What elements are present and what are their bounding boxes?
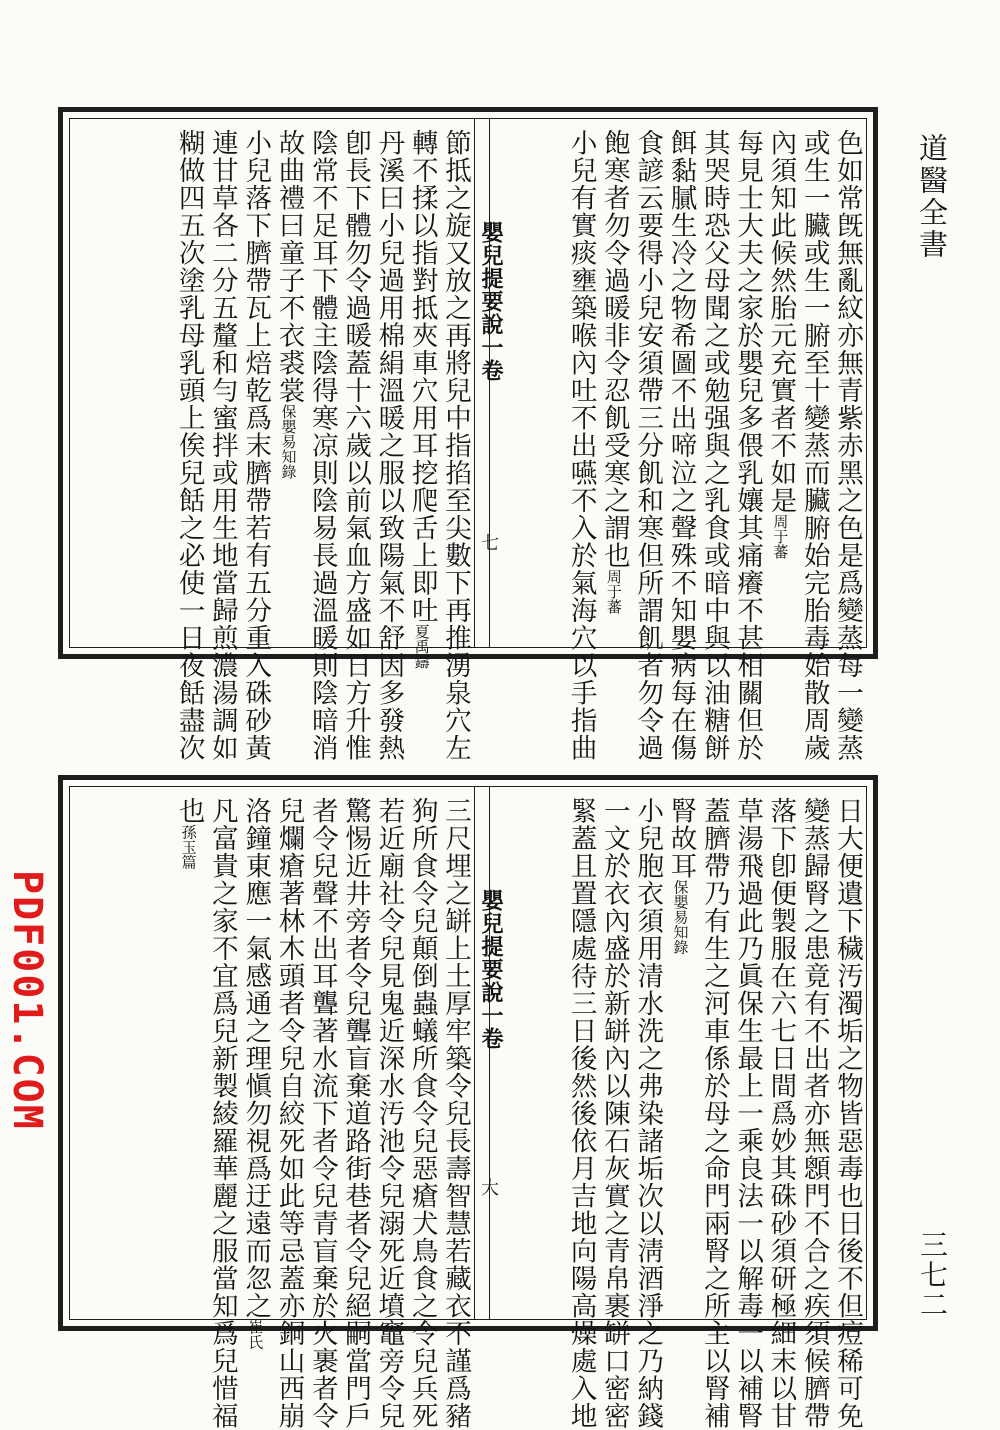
center-heading: 嬰兒提要說一卷 xyxy=(478,221,504,382)
column-text: 小兒胞衣須用清水洗之弗染諸垢次以淸酒淨之乃納錢 xyxy=(632,797,664,1430)
center-fold xyxy=(474,119,504,647)
source-citation: 周于蕃 xyxy=(604,569,623,614)
text-column xyxy=(239,787,272,1350)
text-column xyxy=(764,787,797,1430)
text-column xyxy=(172,119,205,762)
column-text: 也 xyxy=(173,797,205,825)
column-text: 丹溪曰小兒過用棉絹溫暖之服以致陽氣不舒因多發熱 xyxy=(373,129,405,762)
column-text: 內須知此候然胎元充實者不如是 xyxy=(765,129,797,514)
column-text: 其哭時恐父母聞之或勉强與之乳食或暗中與以油糖餅 xyxy=(698,129,730,762)
page-number: 三七二 xyxy=(916,1230,949,1320)
left-column-group xyxy=(72,119,472,762)
column-text: 飽寒者勿令過暖非令忍飢受寒之謂也 xyxy=(598,129,630,569)
center-heading: 嬰兒提要說一卷 xyxy=(478,889,504,1050)
text-column xyxy=(831,119,864,762)
column-text: 陰常不足耳下體主陰得寒凉則陰易長過溫暖則陰暗消 xyxy=(306,129,338,762)
column-text: 落下卽便製服在六七日間爲妙其硃砂須研極細末以甘 xyxy=(765,797,797,1430)
text-column xyxy=(306,787,339,1430)
book-title: 道醫全書 xyxy=(915,133,949,261)
source-citation: 孫玉篇 xyxy=(179,824,198,870)
right-column-group xyxy=(464,787,864,1430)
text-column xyxy=(372,787,405,1430)
column-text: 或生一臟或生一腑至十變蒸而臟腑始完胎毒始散周歲 xyxy=(798,129,830,762)
text-block-lower xyxy=(58,775,878,1430)
text-column xyxy=(831,787,864,1430)
text-column xyxy=(698,787,731,1430)
inner-frame xyxy=(69,118,867,762)
column-text: 小兒落下臍帶瓦上焙乾爲末臍帶若有五分重入硃砂黃 xyxy=(240,129,272,762)
text-column xyxy=(797,119,830,762)
column-text: 連甘草各二分五釐和勻蜜拌或用生地當歸煎濃湯調如 xyxy=(206,129,238,762)
text-column xyxy=(339,119,372,762)
text-column xyxy=(439,119,472,762)
column-text: 轉不揉以指對抵夾車穴用耳挖爬舌上即吐 xyxy=(406,129,438,624)
source-citation: 保嬰易知錄 xyxy=(671,879,690,955)
text-column xyxy=(564,119,597,762)
watermark: PDF001.COM xyxy=(4,870,50,1131)
text-column xyxy=(306,119,339,762)
column-text: 凡富貴之家不宜爲兒新製綾羅華麗之服當知爲兒惜福 xyxy=(206,797,238,1430)
source-citation: 夏禹鑄 xyxy=(412,624,431,669)
text-column xyxy=(272,787,305,1430)
text-column xyxy=(598,787,631,1430)
column-text: 者令兒聲不出耳聾著水流下者令兒青盲棄於火裹者令 xyxy=(306,797,338,1430)
source-citation: 崔氏 xyxy=(246,1319,265,1350)
center-fold xyxy=(474,787,504,1319)
column-text: 驚惕近井旁者令兒聾盲棄道路街巷者令兒絕嗣當門戶 xyxy=(340,797,372,1430)
text-column xyxy=(731,119,764,762)
text-column xyxy=(631,787,664,1430)
text-column xyxy=(664,119,697,762)
column-text: 一文於衣內盛於新缾內以陳石灰實之青帛裹缾口密密 xyxy=(598,797,630,1430)
text-column xyxy=(631,119,664,762)
text-column xyxy=(405,787,438,1430)
column-text: 變蒸歸腎之患竟有不出者亦無顖門不合之疾須候臍帶 xyxy=(798,797,830,1430)
text-column xyxy=(405,119,438,669)
column-text: 餌黏膩生冷之物希圖不出啼泣之聲殊不知嬰病每在傷 xyxy=(665,129,697,762)
inner-frame xyxy=(69,786,867,1430)
text-column xyxy=(564,787,597,1430)
text-column xyxy=(764,119,797,647)
right-column-group xyxy=(464,119,864,762)
column-text: 故曲禮曰童子不衣裘裳 xyxy=(273,129,305,404)
text-column xyxy=(439,787,472,1430)
text-column xyxy=(664,787,697,1319)
column-text: 草湯飛過此乃眞保生最上一乘良法一以解毒一以補腎 xyxy=(732,797,764,1430)
column-text: 兒爛瘡著林木頭者令兒自絞死如此等忌蓋亦銅山西崩 xyxy=(273,797,305,1430)
column-text: 腎故耳 xyxy=(665,797,697,880)
column-text: 蓋臍帶乃有生之河車係於母之命門兩腎之所主以腎補 xyxy=(698,797,730,1430)
left-column-group xyxy=(72,787,472,1430)
column-text: 小兒有實痰壅築喉內吐不出嚥不入於氣海穴以手指曲 xyxy=(565,129,597,762)
column-text: 日大便遺下穢汚濁垢之物皆惡毒也日後不但痘稀可免 xyxy=(832,797,863,1430)
text-column xyxy=(272,119,305,647)
column-text: 若近廟社令兒見鬼近深水汚池令兒溺死近墳竈旁令兒 xyxy=(373,797,405,1430)
column-text: 三尺埋之缾上土厚牢築令兒長壽智慧若藏衣不謹爲豬 xyxy=(440,797,471,1430)
text-column xyxy=(731,787,764,1430)
text-column xyxy=(206,119,239,762)
column-text: 糊做四五次塗乳母乳頭上俟兒餂之必使一日夜餂盡次 xyxy=(173,129,205,762)
column-text: 食諺云要得小兒安須帶三分飢和寒但所謂飢者勿令過 xyxy=(632,129,664,762)
text-column xyxy=(339,787,372,1430)
folio-number: 大 xyxy=(478,1178,499,1196)
text-column xyxy=(206,787,239,1430)
text-column xyxy=(797,787,830,1430)
column-text: 洛鐘東應一氣感通之理愼勿視爲迂遠而忽之 xyxy=(240,797,272,1320)
column-text: 緊蓋且置隱處待三日後然後依月吉地向陽高燥處入地 xyxy=(565,797,597,1430)
source-citation: 周于蕃 xyxy=(771,514,790,559)
column-text: 節抵之旋又放之再將兒中指掐至尖數下再推湧泉穴左 xyxy=(440,129,471,762)
text-column xyxy=(239,119,272,762)
text-block-upper xyxy=(58,107,878,762)
column-text: 狗所食令兒顛倒蟲蟻所食令兒惡瘡犬鳥食之令兒兵死 xyxy=(406,797,438,1430)
column-text: 每見士大夫之家於嬰兒多偎乳孃其痛癢不甚相關但於 xyxy=(732,129,764,762)
source-citation: 保嬰易知錄 xyxy=(279,404,298,479)
folio-number: 七 xyxy=(478,533,499,551)
text-column xyxy=(372,119,405,762)
text-column xyxy=(698,119,731,762)
column-text: 卽長下體勿令過暖蓋十六歲以前氣血方盛如日方升惟 xyxy=(340,129,372,762)
text-column xyxy=(598,119,631,647)
column-text: 色如常旣無亂紋亦無青紫赤黑之色是爲變蒸每一變蒸 xyxy=(832,129,863,762)
text-column xyxy=(172,787,205,1319)
